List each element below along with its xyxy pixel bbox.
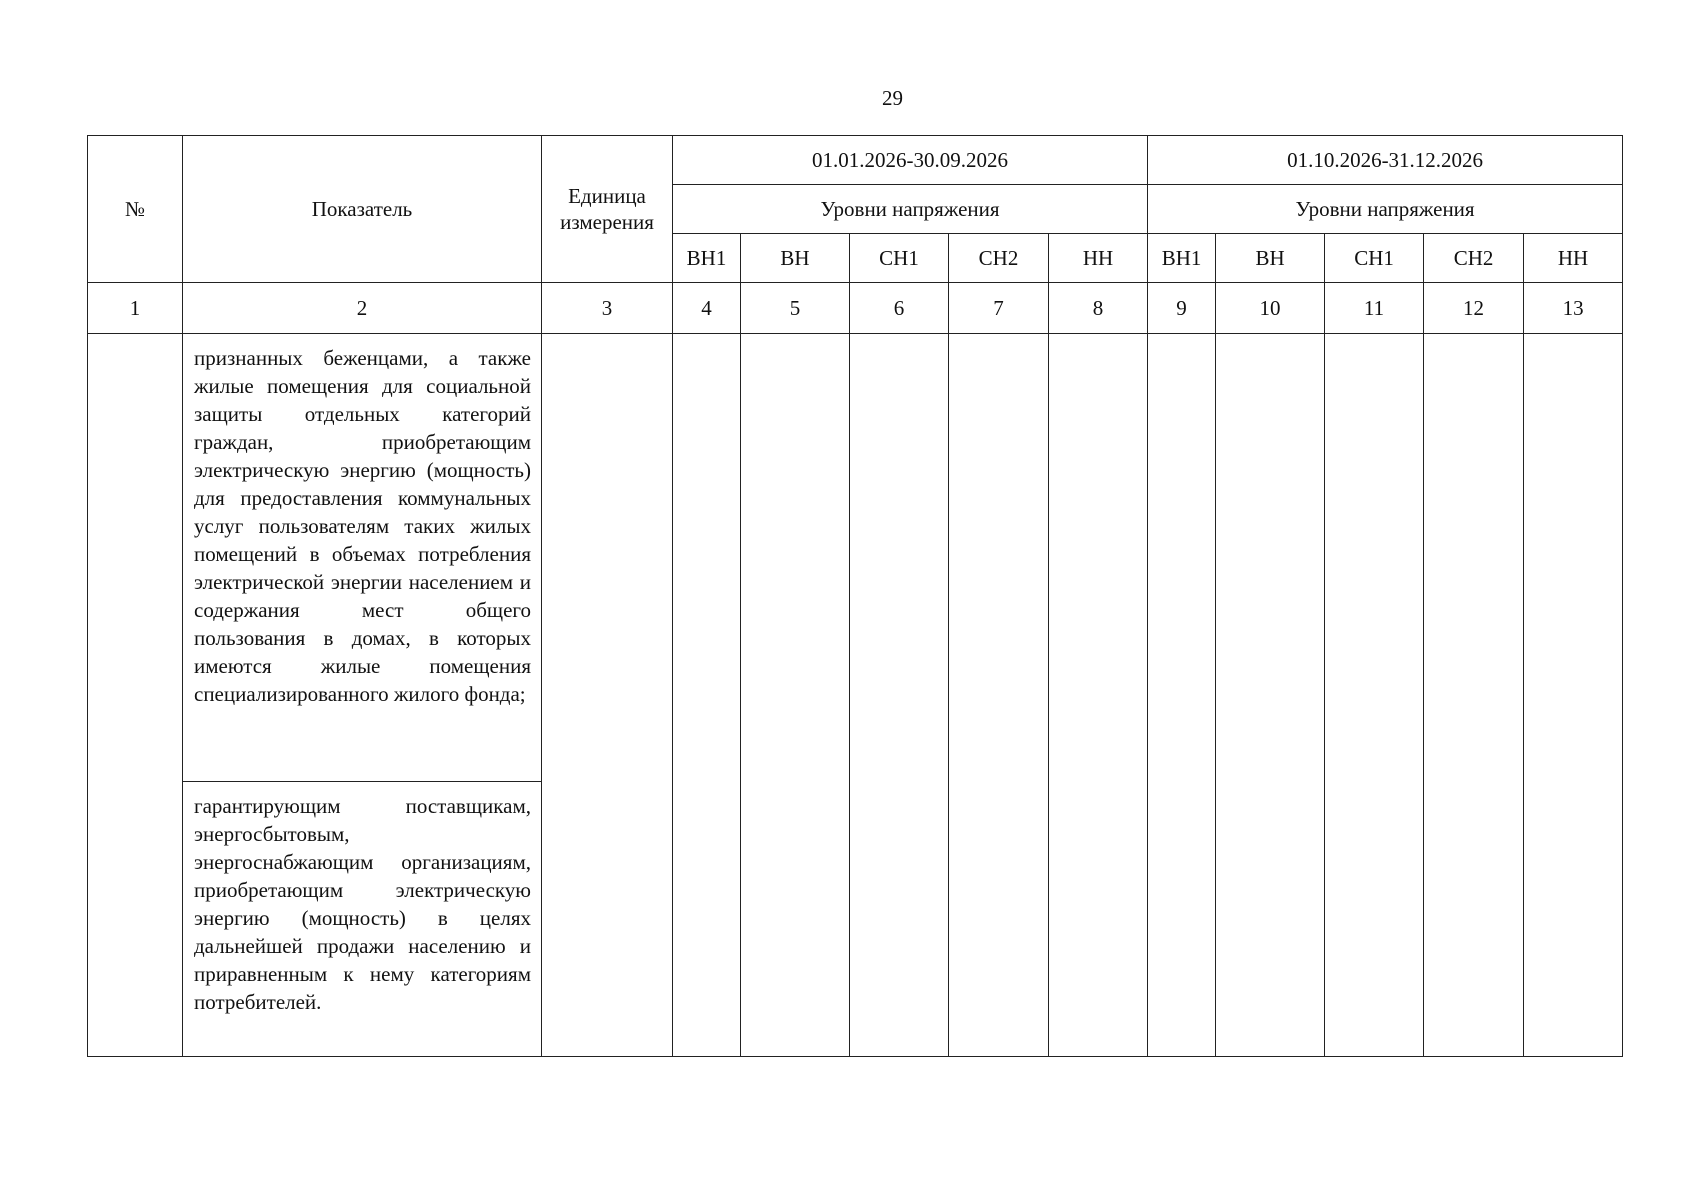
header-level-sn1-p1: СН1	[850, 234, 949, 283]
header-voltage-levels-1: Уровни напряжения	[673, 185, 1148, 234]
header-level-nn-p1: НН	[1049, 234, 1148, 283]
header-unit	[542, 136, 673, 283]
table-row	[88, 334, 1623, 1057]
page-number: 29	[882, 86, 903, 110]
indicator-text-part-2: гарантирующим поставщикам, энергосбытовым, энергоснабжающим организациям, приобретающим электрическую энергию (мощность) в целях дальнейшей продажи населению и приравненным к нему категориям потребителей.	[194, 794, 531, 1014]
tariff-table	[87, 135, 1623, 1057]
unit-cell	[542, 334, 673, 1057]
header-level-sn2-p2: СН2	[1424, 234, 1524, 283]
column-number: 7	[949, 283, 1049, 334]
header-level-nn-p2: НН	[1524, 234, 1623, 283]
header-level-vn-p2: ВН	[1216, 234, 1325, 283]
column-number: 13	[1524, 283, 1623, 334]
column-number: 1	[88, 283, 183, 334]
row-number-cell	[88, 334, 183, 1057]
header-level-vn-p1: ВН	[741, 234, 850, 283]
header-no: №	[88, 136, 183, 283]
column-number: 6	[850, 283, 949, 334]
value-cell	[1424, 334, 1524, 1057]
value-cell	[1325, 334, 1424, 1057]
header-period-2: 01.10.2026-31.12.2026	[1148, 136, 1623, 185]
header-period-1: 01.01.2026-30.09.2026	[673, 136, 1148, 185]
column-number: 4	[673, 283, 741, 334]
value-cell	[1216, 334, 1325, 1057]
column-number: 2	[183, 283, 542, 334]
header-unit-line1: Единица	[568, 184, 646, 208]
header-indicator: Показатель	[183, 136, 542, 283]
header-unit-line2: измерения	[560, 210, 654, 234]
header-level-sn1-p2: СН1	[1325, 234, 1424, 283]
column-number: 10	[1216, 283, 1325, 334]
column-number: 11	[1325, 283, 1424, 334]
header-level-sn2-p1: СН2	[949, 234, 1049, 283]
value-cell	[850, 334, 949, 1057]
indicator-text-part-1: признанных беженцами, а также жилые помещения для социальной защиты отдельных категорий граждан, приобретающим электрическую энергию (мощность) для предоставления коммунальных услуг пользователям таких жилых помещений в объемах потребления электрической энергии населением и содержания мест общего пользования в домах, в которых имеются жилые помещения специализированного жилого фонда;	[183, 334, 541, 782]
value-cell	[1148, 334, 1216, 1057]
header-level-vn1-p2: ВН1	[1148, 234, 1216, 283]
column-number: 8	[1049, 283, 1148, 334]
column-number: 9	[1148, 283, 1216, 334]
header-level-vn1-p1: ВН1	[673, 234, 741, 283]
value-cell	[949, 334, 1049, 1057]
header-voltage-levels-2: Уровни напряжения	[1148, 185, 1623, 234]
column-number: 3	[542, 283, 673, 334]
indicator-cell	[183, 334, 542, 1057]
column-number: 5	[741, 283, 850, 334]
value-cell	[673, 334, 741, 1057]
value-cell	[741, 334, 850, 1057]
value-cell	[1049, 334, 1148, 1057]
value-cell	[1524, 334, 1623, 1057]
column-number: 12	[1424, 283, 1524, 334]
